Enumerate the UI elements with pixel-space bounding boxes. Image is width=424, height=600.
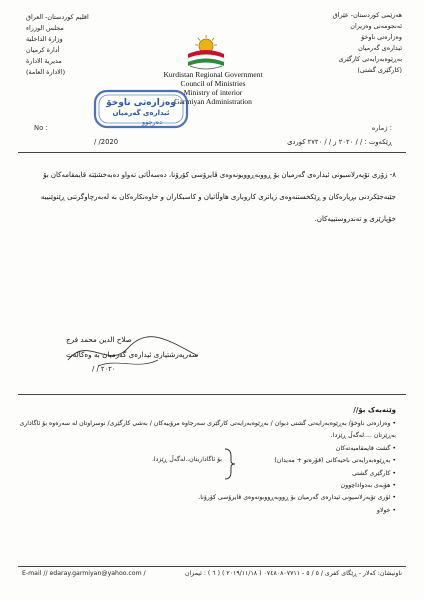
header-kurdish-line: ئیدارەی گەرمیان [358,44,402,52]
date-field-left [34,138,154,152]
header-english-line: Kurdistan Regional Government [163,70,263,79]
brace-note: بۆ ئاگاداریتان..لەگەڵ ڕێزدا. [151,456,222,463]
header-arabic-line: وزارة الداخلية [26,35,63,43]
brace-icon [222,448,236,480]
footer-divider [18,566,406,567]
copies-item: • هۆبەی بەدواداچوون [340,482,396,490]
copies-item: • کارگێری گشتی [352,469,396,477]
copies-divider [18,394,406,395]
date-field-right [172,138,392,152]
copies-item: • گشت قایمقامیەتەکان [335,444,396,452]
header-english-line: Ministry of interior [183,88,243,97]
footer-address: ناونیشان: کەلار - ڕێگای کفری / ٥ / ٥ - ٠٧٤٨٠٨٠٧٧١١ ( ٢٠١٩/١١/١٨ ) ( ٦ ) : ئیمزان [185,570,402,577]
footer-email: E-mail // edaray.garmiyan@yahoo.com / [22,570,146,577]
header-english-line: Council of Ministries [180,79,246,88]
date-value-kurdish: ڕێکەوت : / / ٢٠٢٠ ز / / ٢٧٢٠ کوردی [287,138,392,146]
header-kurdish-line: وەزارەتی ناوخۆ [361,33,402,41]
header-arabic-line: أدارة كرميان [26,46,60,54]
signatory-title: سەرپەرشتیاری ئیدارەی گەرمیان بە وەکالەت [66,350,199,359]
header-arabic-line: مجلس الوزراء [26,24,64,32]
copies-item: • وەزارەتی ناوخۆ/ بەڕێوەبەرایەتی گشتی دیوان / بەڕێوەبەرایەتی کارگێری سەرجاوە مرۆییەکان / بەشی کارگێری/ نوسراوتان لە سەرەوە بۆ ئاگاداری بەڕێزتان ....لەگەڵ ڕێزدا. [19,420,396,440]
stamp-line: ئیدارەی گەرمیان [112,109,170,117]
copies-item: • بەڕێوەبەرایەتی ناحیەکانی (قۆرەتو + مەیدان) [274,457,396,465]
number-label-kurdish: : ژمارە [371,124,392,132]
signature-date: / / ٢٠٢٠ [92,365,116,373]
number-label: No : [34,124,48,132]
number-field-left [34,124,184,138]
header-english-line: Garmiyan Administration [174,97,252,106]
header-kurdish-line: بەڕێوەبەرایەتی کارگێری [338,55,402,63]
footer [22,570,402,582]
header-arabic-line: اقليم كوردستان- العراق [26,13,89,21]
header-arabic-line: (الادارة العامة) [26,68,66,76]
header-arabic-line: مديرية الادارة [26,57,62,65]
copies-list [16,418,396,517]
header-kurdish-block [272,10,402,76]
header-kurdish-line: هەرێمی کوردستان- عێراق [332,11,402,19]
header-arabic-block [26,12,126,78]
date-value: / /2020 [94,138,119,146]
number-field-right [242,124,392,138]
header-kurdish-line: (کارگێری گشتی) [357,66,402,74]
copies-item: • ئۆری تۆیەرلاسیونی ئیدارەی گەرمیان بۆ ڕووبەڕووبونەوەی ڤایرۆسی کۆرۆنا. [198,494,396,502]
stamp-line: وەزارەتی ناوخۆ [106,98,176,108]
copies-heading: وێنەیەک بۆ// [353,406,396,414]
stamp-line: دەرچوو [142,118,162,126]
header-kurdish-line: ئەنجومەنی وەزیران [350,22,402,30]
signatory-name: صلاح الدين محمد فرج [66,335,132,344]
krg-emblem-icon [182,32,230,72]
copies-item: • خولاو [376,506,396,514]
header-divider [18,152,406,153]
body-paragraph: ٨- زۆری تۆیەرلاسیونی ئیدارەی گەرمیان بۆ ڕووبەڕووبونەوەی ڤایرۆسی کۆرۆنا، دەسەڵاتی تەواو دەبەخشێتە قایمقامەکان بۆ جێبەجێکردنی بڕیارەکان و ڕێکخستنەوەی زیاتری کاروباری هاوڵاتیان و کاسبکاران و خاوەنکارەکان بە لەبەرچاوگرتنی ڕێنوێنییە خۆپارێزی و تەندروستییەکان. [40,171,396,223]
